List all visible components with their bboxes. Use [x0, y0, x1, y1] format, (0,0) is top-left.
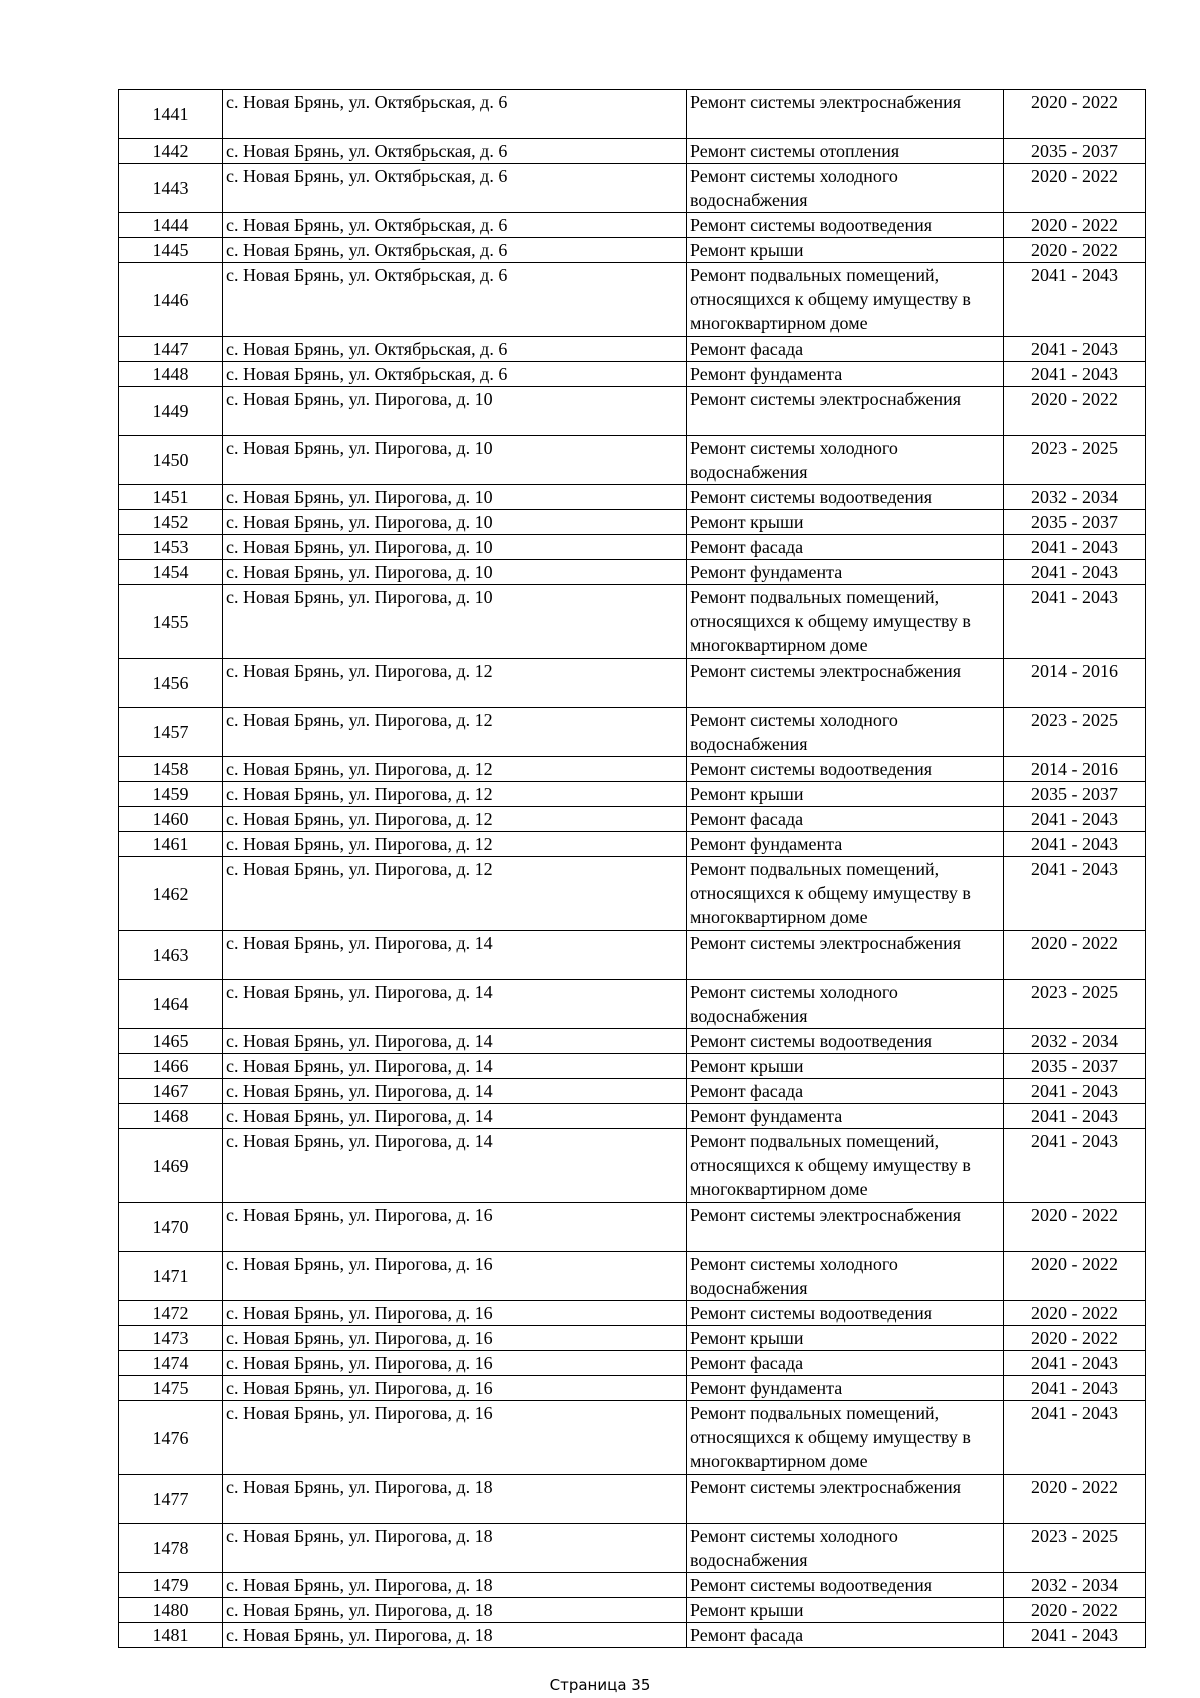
row-period: 2035 - 2037 — [1004, 139, 1146, 164]
row-period: 2041 - 2043 — [1004, 1351, 1146, 1376]
row-address: с. Новая Брянь, ул. Пирогова, д. 12 — [223, 708, 687, 757]
row-number: 1479 — [119, 1573, 223, 1598]
table-row — [119, 1301, 1146, 1326]
row-address: с. Новая Брянь, ул. Пирогова, д. 14 — [223, 1104, 687, 1129]
table-row — [119, 585, 1146, 659]
row-address: с. Новая Брянь, ул. Пирогова, д. 12 — [223, 832, 687, 857]
row-work: Ремонт крыши — [687, 782, 1004, 807]
row-period: 2020 - 2022 — [1004, 164, 1146, 213]
row-number: 1472 — [119, 1301, 223, 1326]
row-work: Ремонт системы холодного водоснабжения — [687, 708, 1004, 757]
table-row — [119, 139, 1146, 164]
table-row — [119, 1598, 1146, 1623]
row-work: Ремонт фундамента — [687, 1104, 1004, 1129]
row-work: Ремонт системы электроснабжения — [687, 90, 1004, 139]
repair-works-table — [118, 89, 1146, 1648]
table-row — [119, 980, 1146, 1029]
row-period: 2041 - 2043 — [1004, 1129, 1146, 1203]
table-row — [119, 708, 1146, 757]
row-number: 1441 — [119, 90, 223, 139]
row-work: Ремонт системы холодного водоснабжения — [687, 436, 1004, 485]
row-address: с. Новая Брянь, ул. Пирогова, д. 14 — [223, 1029, 687, 1054]
row-period: 2020 - 2022 — [1004, 387, 1146, 436]
row-number: 1466 — [119, 1054, 223, 1079]
table-row — [119, 1524, 1146, 1573]
row-period: 2035 - 2037 — [1004, 782, 1146, 807]
row-period: 2041 - 2043 — [1004, 1376, 1146, 1401]
row-period: 2020 - 2022 — [1004, 1301, 1146, 1326]
table-row — [119, 213, 1146, 238]
row-work: Ремонт фундамента — [687, 1376, 1004, 1401]
row-address: с. Новая Брянь, ул. Пирогова, д. 18 — [223, 1573, 687, 1598]
row-work: Ремонт фундамента — [687, 362, 1004, 387]
row-number: 1465 — [119, 1029, 223, 1054]
row-address: с. Новая Брянь, ул. Пирогова, д. 14 — [223, 1079, 687, 1104]
table-row — [119, 1573, 1146, 1598]
row-work: Ремонт фасада — [687, 1623, 1004, 1648]
row-period: 2023 - 2025 — [1004, 436, 1146, 485]
row-number: 1456 — [119, 659, 223, 708]
row-work: Ремонт системы водоотведения — [687, 1029, 1004, 1054]
row-work: Ремонт системы водоотведения — [687, 1573, 1004, 1598]
row-work: Ремонт системы отопления — [687, 139, 1004, 164]
row-number: 1451 — [119, 485, 223, 510]
row-period: 2020 - 2022 — [1004, 931, 1146, 980]
row-work: Ремонт подвальных помещений, относящихся к общему имуществу в многоквартирном доме — [687, 585, 1004, 659]
row-number: 1468 — [119, 1104, 223, 1129]
row-number: 1455 — [119, 585, 223, 659]
table-row — [119, 510, 1146, 535]
row-number: 1470 — [119, 1203, 223, 1252]
row-number: 1449 — [119, 387, 223, 436]
row-work: Ремонт подвальных помещений, относящихся к общему имуществу в многоквартирном доме — [687, 1129, 1004, 1203]
row-number: 1458 — [119, 757, 223, 782]
table-row — [119, 931, 1146, 980]
row-work: Ремонт системы электроснабжения — [687, 1203, 1004, 1252]
table-row — [119, 1054, 1146, 1079]
row-work: Ремонт системы водоотведения — [687, 1301, 1004, 1326]
row-number: 1453 — [119, 535, 223, 560]
row-number: 1448 — [119, 362, 223, 387]
row-period: 2041 - 2043 — [1004, 1104, 1146, 1129]
page-footer: Страница 35 — [549, 1676, 651, 1694]
row-work: Ремонт фасада — [687, 1079, 1004, 1104]
row-number: 1474 — [119, 1351, 223, 1376]
table-row — [119, 1203, 1146, 1252]
row-number: 1467 — [119, 1079, 223, 1104]
row-number: 1445 — [119, 238, 223, 263]
row-period: 2041 - 2043 — [1004, 807, 1146, 832]
table-row — [119, 1029, 1146, 1054]
row-number: 1477 — [119, 1475, 223, 1524]
row-number: 1460 — [119, 807, 223, 832]
row-period: 2020 - 2022 — [1004, 1598, 1146, 1623]
row-work: Ремонт системы холодного водоснабжения — [687, 980, 1004, 1029]
row-number: 1473 — [119, 1326, 223, 1351]
row-work: Ремонт системы водоотведения — [687, 485, 1004, 510]
row-address: с. Новая Брянь, ул. Пирогова, д. 10 — [223, 560, 687, 585]
row-address: с. Новая Брянь, ул. Пирогова, д. 12 — [223, 782, 687, 807]
table-row — [119, 1104, 1146, 1129]
row-period: 2041 - 2043 — [1004, 560, 1146, 585]
row-address: с. Новая Брянь, ул. Пирогова, д. 16 — [223, 1203, 687, 1252]
row-work: Ремонт системы холодного водоснабжения — [687, 164, 1004, 213]
row-address: с. Новая Брянь, ул. Октябрьская, д. 6 — [223, 238, 687, 263]
row-number: 1443 — [119, 164, 223, 213]
row-work: Ремонт крыши — [687, 510, 1004, 535]
row-number: 1450 — [119, 436, 223, 485]
row-period: 2032 - 2034 — [1004, 1029, 1146, 1054]
row-address: с. Новая Брянь, ул. Пирогова, д. 18 — [223, 1475, 687, 1524]
row-address: с. Новая Брянь, ул. Пирогова, д. 14 — [223, 1054, 687, 1079]
row-period: 2020 - 2022 — [1004, 238, 1146, 263]
row-work: Ремонт фасада — [687, 807, 1004, 832]
row-period: 2041 - 2043 — [1004, 535, 1146, 560]
row-period: 2020 - 2022 — [1004, 90, 1146, 139]
row-number: 1478 — [119, 1524, 223, 1573]
table-row — [119, 238, 1146, 263]
row-work: Ремонт системы электроснабжения — [687, 931, 1004, 980]
table-row — [119, 90, 1146, 139]
row-address: с. Новая Брянь, ул. Пирогова, д. 16 — [223, 1376, 687, 1401]
row-work: Ремонт фундамента — [687, 832, 1004, 857]
row-period: 2041 - 2043 — [1004, 1079, 1146, 1104]
row-period: 2020 - 2022 — [1004, 1326, 1146, 1351]
table-row — [119, 1623, 1146, 1648]
row-work: Ремонт системы электроснабжения — [687, 659, 1004, 708]
table-row — [119, 436, 1146, 485]
row-address: с. Новая Брянь, ул. Октябрьская, д. 6 — [223, 90, 687, 139]
row-work: Ремонт крыши — [687, 1054, 1004, 1079]
row-address: с. Новая Брянь, ул. Пирогова, д. 12 — [223, 857, 687, 931]
row-period: 2041 - 2043 — [1004, 263, 1146, 337]
table-row — [119, 1326, 1146, 1351]
table-row — [119, 387, 1146, 436]
row-work: Ремонт системы холодного водоснабжения — [687, 1524, 1004, 1573]
row-address: с. Новая Брянь, ул. Пирогова, д. 10 — [223, 387, 687, 436]
table-row — [119, 164, 1146, 213]
row-number: 1462 — [119, 857, 223, 931]
row-address: с. Новая Брянь, ул. Октябрьская, д. 6 — [223, 213, 687, 238]
row-period: 2020 - 2022 — [1004, 213, 1146, 238]
table-row — [119, 832, 1146, 857]
row-address: с. Новая Брянь, ул. Октябрьская, д. 6 — [223, 337, 687, 362]
table-row — [119, 1129, 1146, 1203]
table-row — [119, 1376, 1146, 1401]
row-period: 2023 - 2025 — [1004, 980, 1146, 1029]
row-address: с. Новая Брянь, ул. Пирогова, д. 12 — [223, 807, 687, 832]
row-period: 2041 - 2043 — [1004, 337, 1146, 362]
row-work: Ремонт фасада — [687, 1351, 1004, 1376]
row-period: 2035 - 2037 — [1004, 510, 1146, 535]
table-row — [119, 782, 1146, 807]
row-work: Ремонт подвальных помещений, относящихся к общему имуществу в многоквартирном доме — [687, 857, 1004, 931]
table-row — [119, 535, 1146, 560]
table-row — [119, 1401, 1146, 1475]
row-period: 2041 - 2043 — [1004, 362, 1146, 387]
row-period: 2041 - 2043 — [1004, 857, 1146, 931]
row-work: Ремонт системы водоотведения — [687, 213, 1004, 238]
table-row — [119, 1351, 1146, 1376]
row-address: с. Новая Брянь, ул. Пирогова, д. 12 — [223, 757, 687, 782]
row-work: Ремонт подвальных помещений, относящихся к общему имуществу в многоквартирном доме — [687, 1401, 1004, 1475]
row-address: с. Новая Брянь, ул. Октябрьская, д. 6 — [223, 139, 687, 164]
row-work: Ремонт фасада — [687, 337, 1004, 362]
row-address: с. Новая Брянь, ул. Пирогова, д. 16 — [223, 1401, 687, 1475]
table-row — [119, 757, 1146, 782]
table-row — [119, 362, 1146, 387]
row-number: 1454 — [119, 560, 223, 585]
table-row — [119, 485, 1146, 510]
row-period: 2041 - 2043 — [1004, 832, 1146, 857]
row-address: с. Новая Брянь, ул. Пирогова, д. 16 — [223, 1326, 687, 1351]
row-work: Ремонт фасада — [687, 535, 1004, 560]
row-work: Ремонт фундамента — [687, 560, 1004, 585]
row-number: 1459 — [119, 782, 223, 807]
row-period: 2023 - 2025 — [1004, 1524, 1146, 1573]
row-address: с. Новая Брянь, ул. Пирогова, д. 10 — [223, 585, 687, 659]
table-row — [119, 560, 1146, 585]
row-address: с. Новая Брянь, ул. Пирогова, д. 10 — [223, 436, 687, 485]
row-address: с. Новая Брянь, ул. Пирогова, д. 16 — [223, 1252, 687, 1301]
row-address: с. Новая Брянь, ул. Пирогова, д. 10 — [223, 510, 687, 535]
row-period: 2023 - 2025 — [1004, 708, 1146, 757]
row-number: 1469 — [119, 1129, 223, 1203]
row-address: с. Новая Брянь, ул. Пирогова, д. 14 — [223, 980, 687, 1029]
row-number: 1471 — [119, 1252, 223, 1301]
row-work: Ремонт системы холодного водоснабжения — [687, 1252, 1004, 1301]
row-work: Ремонт системы водоотведения — [687, 757, 1004, 782]
row-period: 2020 - 2022 — [1004, 1203, 1146, 1252]
row-number: 1444 — [119, 213, 223, 238]
table-row — [119, 263, 1146, 337]
row-work: Ремонт системы электроснабжения — [687, 387, 1004, 436]
row-period: 2020 - 2022 — [1004, 1252, 1146, 1301]
row-address: с. Новая Брянь, ул. Пирогова, д. 10 — [223, 535, 687, 560]
table-row — [119, 857, 1146, 931]
row-number: 1464 — [119, 980, 223, 1029]
row-number: 1446 — [119, 263, 223, 337]
row-number: 1481 — [119, 1623, 223, 1648]
table-row — [119, 337, 1146, 362]
row-work: Ремонт системы электроснабжения — [687, 1475, 1004, 1524]
row-number: 1452 — [119, 510, 223, 535]
row-period: 2041 - 2043 — [1004, 1623, 1146, 1648]
row-number: 1476 — [119, 1401, 223, 1475]
row-number: 1475 — [119, 1376, 223, 1401]
row-work: Ремонт подвальных помещений, относящихся к общему имуществу в многоквартирном доме — [687, 263, 1004, 337]
row-period: 2041 - 2043 — [1004, 585, 1146, 659]
row-address: с. Новая Брянь, ул. Пирогова, д. 18 — [223, 1623, 687, 1648]
row-work: Ремонт крыши — [687, 1598, 1004, 1623]
row-work: Ремонт крыши — [687, 238, 1004, 263]
row-number: 1461 — [119, 832, 223, 857]
table-row — [119, 1079, 1146, 1104]
row-number: 1480 — [119, 1598, 223, 1623]
row-address: с. Новая Брянь, ул. Пирогова, д. 16 — [223, 1301, 687, 1326]
row-period: 2032 - 2034 — [1004, 485, 1146, 510]
row-address: с. Новая Брянь, ул. Пирогова, д. 14 — [223, 931, 687, 980]
table-row — [119, 659, 1146, 708]
row-number: 1463 — [119, 931, 223, 980]
row-number: 1447 — [119, 337, 223, 362]
row-period: 2041 - 2043 — [1004, 1401, 1146, 1475]
row-number: 1442 — [119, 139, 223, 164]
row-address: с. Новая Брянь, ул. Пирогова, д. 12 — [223, 659, 687, 708]
row-period: 2020 - 2022 — [1004, 1475, 1146, 1524]
row-number: 1457 — [119, 708, 223, 757]
row-address: с. Новая Брянь, ул. Пирогова, д. 18 — [223, 1598, 687, 1623]
row-work: Ремонт крыши — [687, 1326, 1004, 1351]
table-row — [119, 807, 1146, 832]
row-period: 2035 - 2037 — [1004, 1054, 1146, 1079]
row-address: с. Новая Брянь, ул. Октябрьская, д. 6 — [223, 362, 687, 387]
row-period: 2014 - 2016 — [1004, 659, 1146, 708]
row-address: с. Новая Брянь, ул. Октябрьская, д. 6 — [223, 263, 687, 337]
row-address: с. Новая Брянь, ул. Октябрьская, д. 6 — [223, 164, 687, 213]
table-row — [119, 1475, 1146, 1524]
row-period: 2014 - 2016 — [1004, 757, 1146, 782]
row-address: с. Новая Брянь, ул. Пирогова, д. 10 — [223, 485, 687, 510]
row-address: с. Новая Брянь, ул. Пирогова, д. 14 — [223, 1129, 687, 1203]
table-row — [119, 1252, 1146, 1301]
row-address: с. Новая Брянь, ул. Пирогова, д. 18 — [223, 1524, 687, 1573]
row-period: 2032 - 2034 — [1004, 1573, 1146, 1598]
row-address: с. Новая Брянь, ул. Пирогова, д. 16 — [223, 1351, 687, 1376]
